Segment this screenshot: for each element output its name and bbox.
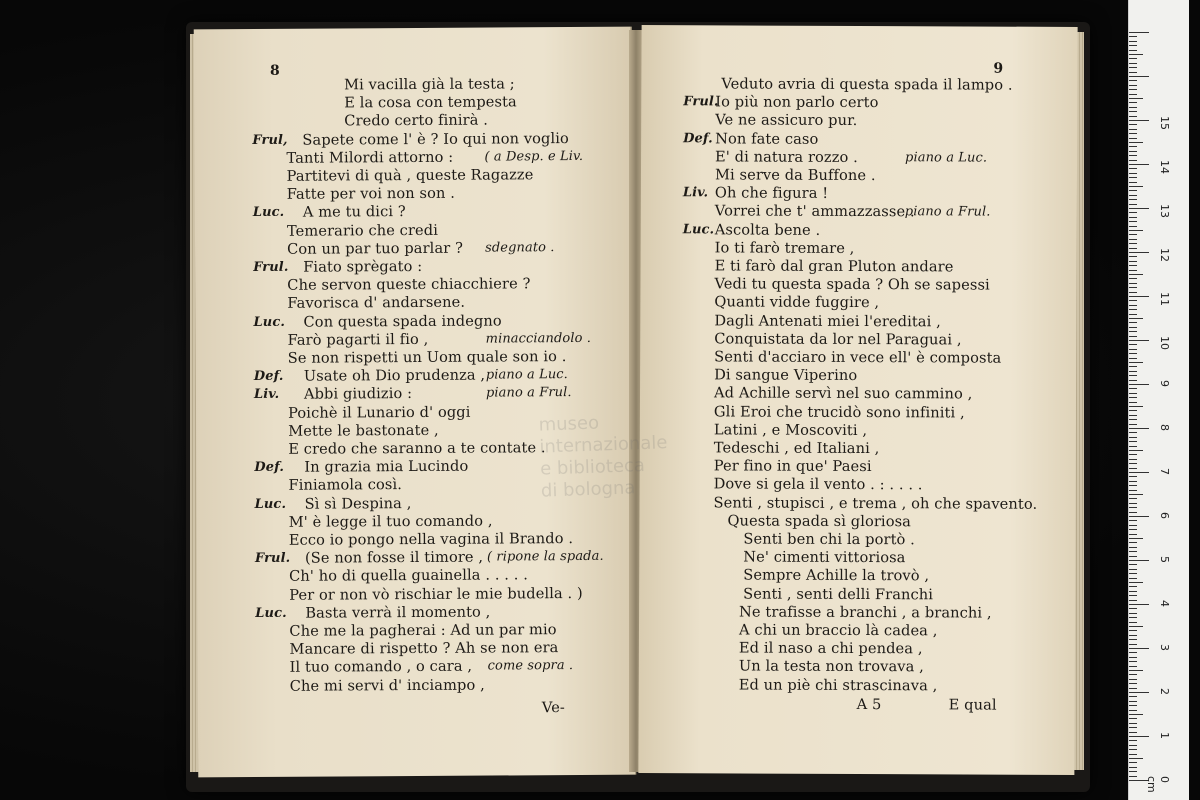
- ruler-tick: [1129, 476, 1137, 477]
- verse-line: Mancare di rispetto ? Ah se non era: [289, 639, 559, 658]
- page-number-left: 8: [269, 62, 280, 79]
- ruler-tick: [1129, 252, 1149, 253]
- verse-line: Mi vacilla già la testa ;: [344, 75, 515, 94]
- verse-line: Ed un piè chi strascinava ,: [738, 676, 938, 694]
- verse-line: A me tu dici ?: [302, 203, 406, 222]
- ruler-tick: [1129, 388, 1137, 389]
- stage-direction: piano a Luc.: [485, 367, 568, 383]
- ruler-tick: [1129, 428, 1149, 429]
- ruler-tick: [1129, 644, 1137, 645]
- ruler-tick: [1129, 696, 1137, 697]
- verse-line: Ed il naso a chi pendea ,: [738, 639, 923, 658]
- ruler-tick: [1129, 287, 1137, 288]
- ruler-tick: [1129, 732, 1137, 733]
- ruler-label: 7: [1158, 468, 1171, 475]
- verse-line: Sapete come l' è ? Io qui non voglio: [302, 129, 569, 149]
- ruler-tick: [1129, 679, 1137, 680]
- verse-line: Senti ben chi la portò .: [743, 530, 915, 549]
- ruler-tick: [1129, 551, 1137, 552]
- ruler-tick: [1129, 58, 1137, 59]
- ruler-tick: [1129, 714, 1143, 715]
- verse-line: Vedi tu questa spada ? Oh se sapessi: [714, 275, 990, 294]
- verse-line: Per fino in que' Paesi: [713, 457, 872, 476]
- ruler-tick: [1129, 296, 1149, 297]
- ruler-tick: [1129, 248, 1137, 249]
- ruler-tick: [1129, 309, 1137, 310]
- ruler-tick: [1129, 278, 1137, 279]
- ruler-tick: [1129, 375, 1137, 376]
- ruler-tick: [1129, 450, 1143, 451]
- ruler-tick: [1129, 494, 1143, 495]
- ruler-tick: [1129, 661, 1137, 662]
- catchword-right: E qual: [948, 696, 997, 714]
- ruler-tick: [1129, 305, 1137, 306]
- stage-direction: ( a Desp. e Liv.: [484, 148, 584, 165]
- ruler-tick: [1129, 63, 1137, 64]
- speaker-label: Luc.: [253, 314, 285, 330]
- verse-line: Gli Eroi che trucidò sono infiniti ,: [713, 402, 965, 422]
- ruler-tick: [1129, 424, 1137, 425]
- ruler-tick: [1129, 190, 1137, 191]
- ruler-label: 5: [1158, 556, 1171, 563]
- verse-line: Questa spada sì gloriosa: [727, 512, 912, 531]
- verse-line: Sì sì Despina ,: [304, 494, 412, 513]
- ruler-tick: [1129, 314, 1137, 315]
- ruler-tick: [1129, 261, 1137, 262]
- verse-line: Dove si gela il vento . : . . . .: [713, 475, 923, 494]
- speaker-label: Luc.: [252, 205, 285, 221]
- ruler-tick: [1129, 239, 1137, 240]
- ruler-tick: [1129, 362, 1143, 363]
- verse-line: Finiamola così.: [288, 476, 403, 495]
- ruler-tick: [1129, 120, 1149, 121]
- ruler-tick: [1129, 490, 1137, 491]
- ruler-tick: [1129, 208, 1149, 209]
- ruler-tick: [1129, 102, 1137, 103]
- ruler-tick: [1129, 406, 1143, 407]
- ruler-tick: [1129, 146, 1137, 147]
- ruler-label: 1: [1158, 732, 1171, 739]
- ruler-tick: [1129, 564, 1137, 565]
- ruler-tick: [1129, 516, 1149, 517]
- ruler-tick: [1129, 107, 1137, 108]
- ruler-tick: [1129, 98, 1143, 99]
- ruler-tick: [1129, 217, 1137, 218]
- ruler-tick: [1129, 204, 1137, 205]
- ruler-tick: [1129, 754, 1137, 755]
- ruler-tick: [1129, 538, 1143, 539]
- ruler-tick: [1129, 617, 1137, 618]
- page-number-right: 9: [993, 60, 1004, 77]
- ruler-tick: [1129, 529, 1137, 530]
- ruler-tick: [1129, 507, 1137, 508]
- speaker-label: Frul.: [254, 550, 291, 567]
- speaker-label: Luc.: [255, 605, 287, 621]
- verse-line: Se non rispetti un Uom quale son io .: [287, 348, 567, 367]
- ruler-label: 9: [1158, 380, 1171, 387]
- verse-line: Ne' cimenti vittoriosa: [743, 548, 906, 567]
- ruler-tick: [1129, 221, 1137, 222]
- ruler-tick: [1129, 736, 1149, 737]
- ruler-tick: [1129, 776, 1137, 777]
- ruler-label: 0 cm: [1145, 776, 1171, 793]
- speaker-label: Liv.: [253, 387, 280, 403]
- ruler-tick: [1129, 534, 1137, 535]
- ruler-tick: [1129, 76, 1149, 77]
- ruler-tick: [1129, 366, 1137, 367]
- ruler-tick: [1129, 740, 1137, 741]
- verse-line: E' di natura rozzo .: [715, 148, 858, 166]
- ruler-tick: [1129, 762, 1137, 763]
- ruler-tick: [1129, 600, 1137, 601]
- verse-line: Ch' ho di quella guainella . . . . .: [289, 566, 529, 586]
- verse-line: E credo che saranno a te contate .: [288, 439, 546, 458]
- verse-line: Poichè il Lunario d' oggi: [288, 403, 471, 422]
- verse-line: Vorrei che t' ammazzasse .: [714, 202, 915, 221]
- speaker-label: Luc.: [682, 221, 715, 237]
- ruler-tick: [1129, 270, 1137, 271]
- ruler-tick: [1129, 520, 1137, 521]
- ruler-tick: [1129, 80, 1137, 81]
- verse-line: Mi serve da Buffone .: [714, 166, 876, 185]
- ruler-tick: [1129, 468, 1137, 469]
- ruler-tick: [1129, 85, 1137, 86]
- ruler-label: 4: [1158, 600, 1171, 607]
- ruler-tick: [1129, 415, 1137, 416]
- ruler-tick: [1129, 446, 1137, 447]
- verse-line: Fatte per voi non son .: [286, 184, 456, 203]
- verse-line: Veduto avria di questa spada il lampo .: [721, 75, 1013, 94]
- verse-line: Latini , e Moscoviti ,: [713, 421, 868, 439]
- ruler-tick: [1129, 547, 1137, 548]
- speaker-label: Frul.: [253, 259, 289, 275]
- ruler-tick: [1129, 556, 1137, 557]
- ruler-tick: [1129, 182, 1137, 183]
- ruler-tick: [1129, 331, 1137, 332]
- ruler-tick: [1129, 437, 1137, 438]
- verse-line: Abbi giudizio :: [303, 385, 413, 404]
- ruler-tick: [1129, 481, 1137, 482]
- verse-line: Un la testa non trovava ,: [738, 657, 924, 676]
- ruler-tick: [1129, 129, 1137, 130]
- ruler-tick: [1129, 578, 1137, 579]
- ruler-tick: [1129, 674, 1137, 675]
- ruler-tick: [1129, 160, 1137, 161]
- ruler-label: 8: [1158, 424, 1171, 431]
- ruler-tick: [1129, 635, 1137, 636]
- verse-line: Che me la pagherai : Ad un par mio: [289, 621, 557, 640]
- ruler-tick: [1129, 419, 1137, 420]
- ruler-tick: [1129, 164, 1149, 165]
- signature-mark: A 5: [856, 695, 882, 714]
- verse-line: Basta verrà il momento ,: [305, 603, 491, 622]
- stage-direction: come sopra .: [487, 658, 574, 674]
- speaker-label: Frul.: [683, 94, 719, 110]
- speaker-label: Def.: [253, 368, 284, 385]
- ruler-tick: [1129, 186, 1143, 187]
- ruler-tick: [1129, 705, 1137, 706]
- watermark-line: di bologna: [540, 477, 636, 502]
- stage-direction: piano a Luc.: [905, 149, 988, 166]
- watermark-line: museo internazionale: [538, 412, 668, 458]
- stage-direction: piano a Frul.: [904, 204, 991, 220]
- ruler-tick: [1129, 503, 1137, 504]
- ruler-tick: [1129, 591, 1137, 592]
- verse-line: E ti farò dal gran Pluton andare: [714, 257, 954, 276]
- ruler-tick: [1129, 652, 1137, 653]
- ruler-tick: [1129, 441, 1137, 442]
- ruler-tick: [1129, 318, 1143, 319]
- ruler-tick: [1129, 710, 1137, 711]
- stage-direction: piano a Frul.: [485, 385, 572, 401]
- ruler-tick: [1129, 639, 1137, 640]
- ruler-tick: [1129, 666, 1137, 667]
- ruler-tick: [1129, 573, 1137, 574]
- verse-line: Ve ne assicuro pur.: [715, 111, 858, 130]
- ruler-tick: [1129, 432, 1137, 433]
- ruler-tick: [1129, 767, 1137, 768]
- ruler-tick: [1129, 168, 1137, 169]
- ruler-tick: [1129, 94, 1137, 95]
- measurement-ruler: [1128, 0, 1189, 800]
- verse-line: Usate oh Dio prudenza ,: [303, 366, 486, 385]
- ruler-tick: [1129, 459, 1137, 460]
- ruler-tick: [1129, 256, 1137, 257]
- watermark-line: e biblioteca: [539, 454, 646, 480]
- verse-line: Senti , senti delli Franchi: [743, 585, 934, 603]
- ruler-label: 10: [1158, 336, 1171, 350]
- verse-line: Tanti Milordi attorno :: [286, 148, 454, 167]
- ruler-tick: [1129, 89, 1137, 90]
- right-page: [638, 25, 1077, 775]
- verse-line: Conquistata da lor nel Paraguai ,: [714, 330, 962, 349]
- ruler-tick: [1129, 142, 1143, 143]
- ruler-tick: [1129, 626, 1143, 627]
- ruler-tick: [1129, 410, 1137, 411]
- verse-line: (Se non fosse il timore ,: [304, 548, 484, 567]
- verse-line: Partitevi di quà , queste Ragazze: [286, 166, 534, 185]
- ruler-label: 6: [1158, 512, 1171, 519]
- ruler-tick: [1129, 36, 1137, 37]
- ruler-tick: [1129, 226, 1137, 227]
- ruler-tick: [1129, 265, 1137, 266]
- verse-line: Di sangue Viperino: [714, 366, 858, 385]
- ruler-tick: [1129, 718, 1137, 719]
- library-watermark: [538, 409, 691, 514]
- ruler-tick: [1129, 485, 1137, 486]
- ruler-tick: [1129, 340, 1149, 341]
- ruler-tick: [1129, 41, 1137, 42]
- verse-line: Io più non parlo certo: [715, 93, 879, 112]
- verse-line: Che servon queste chiacchiere ?: [287, 275, 531, 294]
- ruler-tick: [1129, 630, 1137, 631]
- speaker-label: Frul,: [252, 132, 288, 148]
- ruler-tick: [1129, 380, 1137, 381]
- verse-line: Senti , stupisci , e trema , oh che spavento.: [713, 493, 1038, 513]
- ruler-tick: [1129, 243, 1137, 244]
- ruler-tick: [1129, 613, 1137, 614]
- ruler-tick: [1129, 454, 1137, 455]
- verse-line: Che mi servi d' inciampo ,: [289, 676, 485, 695]
- left-page: [194, 27, 637, 778]
- ruler-tick: [1129, 173, 1137, 174]
- ruler-label: 13: [1158, 204, 1171, 218]
- ruler-tick: [1129, 604, 1149, 605]
- ruler-tick: [1129, 371, 1137, 372]
- speaker-label: Liv.: [682, 185, 709, 201]
- ruler-tick: [1129, 283, 1137, 284]
- ruler-tick: [1129, 648, 1149, 649]
- ruler-label: 12: [1158, 248, 1171, 262]
- verse-line: Tedeschi , ed Italiani ,: [713, 439, 880, 458]
- ruler-tick: [1129, 67, 1137, 68]
- ruler-tick: [1129, 349, 1137, 350]
- ruler-tick: [1129, 212, 1137, 213]
- ruler-tick: [1129, 657, 1137, 658]
- verse-line: E la cosa con tempesta: [344, 93, 517, 112]
- verse-line: Senti d'acciaro in vece ell' è composta: [714, 348, 1002, 367]
- ruler-tick: [1129, 54, 1143, 55]
- verse-line: Ecco io pongo nella vagina il Brando .: [288, 530, 574, 549]
- ruler-label: 15: [1158, 116, 1171, 130]
- ruler-tick: [1129, 72, 1137, 73]
- ruler-tick: [1129, 397, 1137, 398]
- verse-line: Con questa spada indegno: [303, 312, 502, 331]
- ruler-tick: [1129, 133, 1137, 134]
- ruler-tick: [1129, 327, 1137, 328]
- ruler-tick: [1129, 393, 1137, 394]
- verse-line: M' è legge il tuo comando ,: [288, 512, 493, 531]
- ruler-tick: [1129, 151, 1137, 152]
- stage-direction: sdegnato .: [485, 239, 555, 256]
- verse-line: Sempre Achille la trovò ,: [743, 566, 930, 585]
- ruler-label: 3: [1158, 644, 1171, 651]
- ruler-tick: [1129, 608, 1137, 609]
- ruler-tick: [1129, 723, 1137, 724]
- ruler-label: 11: [1158, 292, 1171, 306]
- stage-direction: minacciandolo .: [485, 330, 592, 347]
- speaker-label: Def.: [683, 130, 713, 146]
- speaker-label: Def.: [254, 459, 285, 476]
- ruler-tick: [1129, 358, 1137, 359]
- ruler-label: 14: [1158, 160, 1171, 174]
- ruler-tick: [1129, 230, 1143, 231]
- verse-line: Favorisca d' andarsene.: [287, 294, 466, 313]
- verse-line: Credo certo finirà .: [344, 111, 489, 130]
- verse-line: Ne trafisse a branchi , a branchi ,: [739, 603, 992, 622]
- ruler-tick: [1129, 622, 1137, 623]
- ruler-tick: [1129, 745, 1137, 746]
- ruler-tick: [1129, 124, 1137, 125]
- ruler-tick: [1129, 749, 1137, 750]
- ruler-tick: [1129, 512, 1137, 513]
- ruler-tick: [1129, 758, 1143, 759]
- verse-line: Il tuo comando , o cara ,: [289, 658, 473, 677]
- verse-line: Per or non vò rischiar le mie budella . ): [289, 584, 583, 604]
- ruler-tick: [1129, 727, 1137, 728]
- ruler-tick: [1129, 50, 1137, 51]
- ruler-tick: [1129, 595, 1137, 596]
- ruler-tick: [1129, 177, 1137, 178]
- ruler-tick: [1129, 569, 1137, 570]
- ruler-tick: [1129, 582, 1143, 583]
- ruler-tick: [1129, 542, 1137, 543]
- catchword-left: Ve-: [541, 699, 565, 717]
- verse-line: A chi un braccio là cadea ,: [738, 621, 938, 640]
- ruler-tick: [1129, 199, 1137, 200]
- ruler-tick: [1129, 344, 1137, 345]
- ruler-tick: [1129, 560, 1149, 561]
- ruler-tick: [1129, 111, 1137, 112]
- ruler-tick: [1129, 688, 1137, 689]
- ruler-tick: [1129, 274, 1143, 275]
- verse-line: Farò pagarti il fio ,: [287, 330, 429, 349]
- ruler-tick: [1129, 45, 1137, 46]
- ruler-tick: [1129, 498, 1137, 499]
- ruler-tick: [1129, 353, 1137, 354]
- verse-line: Quanti vidde fuggire ,: [714, 293, 880, 312]
- ruler-tick: [1129, 32, 1149, 33]
- ruler-tick: [1129, 292, 1137, 293]
- ruler-tick: [1129, 525, 1137, 526]
- verse-line: Non fate caso: [715, 129, 819, 148]
- verse-line: Mette le bastonate ,: [288, 421, 439, 440]
- ruler-tick: [1129, 384, 1149, 385]
- verse-line: Ad Achille servì nel suo cammino ,: [713, 384, 973, 403]
- ruler-tick: [1129, 234, 1137, 235]
- verse-line: Dagli Antenati miei l'ereditai ,: [714, 311, 941, 330]
- verse-line: Io ti farò tremare ,: [714, 239, 855, 257]
- ruler-tick: [1129, 336, 1137, 337]
- verse-line: In grazia mia Lucindo: [304, 457, 469, 476]
- ruler-tick: [1129, 771, 1137, 772]
- ruler-tick: [1129, 402, 1137, 403]
- ruler-tick: [1129, 116, 1137, 117]
- ruler-label: 2: [1158, 688, 1171, 695]
- ruler-tick: [1129, 300, 1137, 301]
- ruler-tick: [1129, 586, 1137, 587]
- ruler-tick: [1129, 155, 1137, 156]
- ruler-tick: [1129, 701, 1137, 702]
- verse-line: Temerario che credi: [286, 221, 439, 240]
- ruler-tick: [1129, 472, 1149, 473]
- ruler-tick: [1129, 322, 1137, 323]
- ruler-tick: [1129, 195, 1137, 196]
- ruler-tick: [1129, 692, 1149, 693]
- verse-line: Con un par tuo parlar ?: [287, 239, 464, 258]
- speaker-label: Luc.: [254, 496, 287, 512]
- verse-line: Fiato sprègato :: [303, 257, 423, 276]
- ruler-tick: [1129, 138, 1137, 139]
- stage-direction: ( ripone la spada.: [486, 549, 604, 565]
- ruler-tick: [1129, 670, 1143, 671]
- ruler-tick: [1129, 683, 1137, 684]
- verse-line: Ascolta bene .: [714, 220, 821, 239]
- verse-line: Oh che figura !: [714, 184, 829, 203]
- ruler-tick: [1129, 463, 1137, 464]
